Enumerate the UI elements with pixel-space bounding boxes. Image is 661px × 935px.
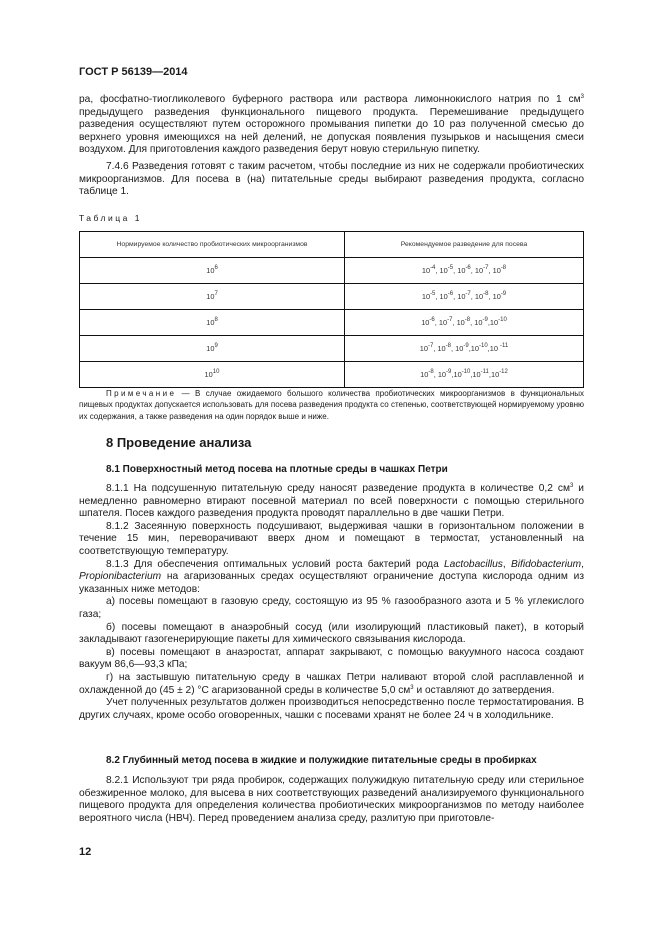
- page-number: 12: [79, 846, 92, 858]
- list-item-b: б) посевы помещают в анаэробный сосуд (или изолирующий пластиковый пакет), в который закладывают газогенерирующие пакеты для химического связывания кислорода.: [79, 621, 584, 646]
- dilution-table: [79, 231, 584, 388]
- clause-7-4-6: [79, 161, 584, 199]
- paragraph-7-4-6: 7.4.6 Разведения готовят с таким расчетом, чтобы последние из них не содержали пробиотических микроорганизмов. Для посева в (на) питательные среды выбирают разведения продукта, согласно таблице 1.: [79, 161, 584, 198]
- dilution-cell: $10^{-8}$, $10^{-9},10^{-10},10^{-11},10^{-12}$: [345, 362, 584, 388]
- paragraph-continued: ра, фосфатно-тиогликолевого буферного раствора или раствора лимоннокислого натрия по 1 $см^3$ предыдущего разведения функционального пищевого продукта. Перемешивание предыдущего разведения осуществляют путем осторожного промывания пипетки до 10 раз полученной смесью до верхнего уровня имеющихся на ней делений, не допуская появления пузырьков и насыщения смеси воздухом. Для приготовления каждого разведения берут новую стерильную пипетку.: [79, 94, 584, 156]
- table-header-cell: Рекомендуемое разведение для посева: [345, 232, 584, 258]
- note-label: Примечание: [106, 389, 177, 398]
- table-header-row: [80, 232, 584, 258]
- dilution-cell: $10^{-6}$, $10^{-7}$, $10^{-8}$, $10^{-9},10^{-10}$: [345, 310, 584, 336]
- table-row: [80, 362, 584, 388]
- dilution-cell: $10^{-4}$, $10^{-5}$, $10^{-6}$, $10^{-7}$, $10^{-8}$: [345, 258, 584, 284]
- list-item-a: а) посевы помещают в газовую среду, состоящую из 95 % газообразного азота и 5 % углекислого газа;: [79, 596, 584, 620]
- table-row: [80, 310, 584, 336]
- paragraph-8-1-1: 8.1.1 На подсушенную питательную среду наносят разведение продукта в количестве 0,2 $см^3$ и немедленно равномерно втирают посевной материал по всей поверхности с помощью стерильного шпателя. Посев каждого разведения продукта проводят параллельно в две чашки Петри.: [79, 483, 584, 520]
- list-item-v: в) посевы помещают в анаэростат, аппарат закрывают, с помощью вакуумного насоса создают вакуум 86,6—93,3 кПа;: [79, 646, 584, 671]
- table-header-cell: Нормируемое количество пробиотических микроорганизмов: [80, 232, 345, 258]
- table-row: [80, 336, 584, 362]
- paragraph-8-2-1: 8.2.1 Используют три ряда пробирок, содержащих полужидкую питательную среду или стерильное обезжиренное молоко, для высева в них соответствующих разведений анализируемого функционального пищевого продукта для определения количества пробиотических микроорганизмов по методу наиболее вероятного числа (НВЧ). Перед проведением анализа среду, разлитую при приготовле-: [79, 775, 584, 824]
- table-caption: Таблица 1: [79, 213, 142, 223]
- norm-cell: $10^9$: [80, 336, 345, 362]
- section-8-2-heading: 8.2 Глубинный метод посева в жидкие и полужидкие питательные среды в пробирках: [106, 755, 537, 766]
- note-text: — В случае ожидаемого большого количества пробиотических микроорганизмов в функциональных пищевых продуктах допускается использовать для посева разведения продукта со степенью, соответствующей нормируемому уровню их содержания, а также разведения на один порядок выше и ниже.: [79, 389, 584, 421]
- section-8-2-body: [79, 775, 584, 825]
- section-8-1-body: [79, 483, 584, 722]
- intro-block: [79, 94, 584, 157]
- table-note: [79, 388, 584, 422]
- paragraph-8-1-3: 8.1.3 Для обеспечения оптимальных условий роста бактерий рода Lactobacillus, Bifidobacterium, Propionibacterium на агаризованных средах осуществляют ограничение доступа кислорода одним из указанных ниже методов:: [79, 558, 585, 595]
- norm-cell: $10^6$: [80, 258, 345, 284]
- table-row: [80, 258, 584, 284]
- list-item-g: г) на застывшую питательную среду в чашках Петри наливают второй слой расплавленной и охлажденной до (45 ± 2) °С агаризованной среды в количестве 5,0 $см^3$ и оставляют до затвердения.: [79, 671, 584, 696]
- document-header: ГОСТ Р 56139—2014: [79, 66, 188, 78]
- table-row: [80, 284, 584, 310]
- section-8-heading: 8 Проведение анализа: [106, 435, 252, 450]
- paragraph-8-1-2: 8.1.2 Засеянную поверхность подсушивают, выдерживая чашки в горизонтальном положении в течение 15 мин, переворачивают вверх дном и помещают в термостат, установленный на соответствующую температуру.: [79, 520, 584, 557]
- norm-cell: $10^{10}$: [80, 362, 345, 388]
- dilution-cell: $10^{-7}$, $10^{-8}$, $10^{-9},10^{-10},10$ $^{-11}$: [345, 336, 584, 362]
- norm-cell: $10^7$: [80, 284, 345, 310]
- norm-cell: $10^8$: [80, 310, 345, 336]
- section-8-1-heading: 8.1 Поверхностный метод посева на плотные среды в чашках Петри: [106, 464, 448, 475]
- dilution-cell: $10^{-5}$, $10^{-6}$, $10^{-7}$, $10^{-8}$, $10^{-9}$: [345, 284, 584, 310]
- paragraph-results: Учет полученных результатов должен производиться непосредственно после термостатирования. В других случаях, кроме особо оговоренных, чашки с посевами хранят не более 24 ч в холодильнике.: [79, 697, 584, 721]
